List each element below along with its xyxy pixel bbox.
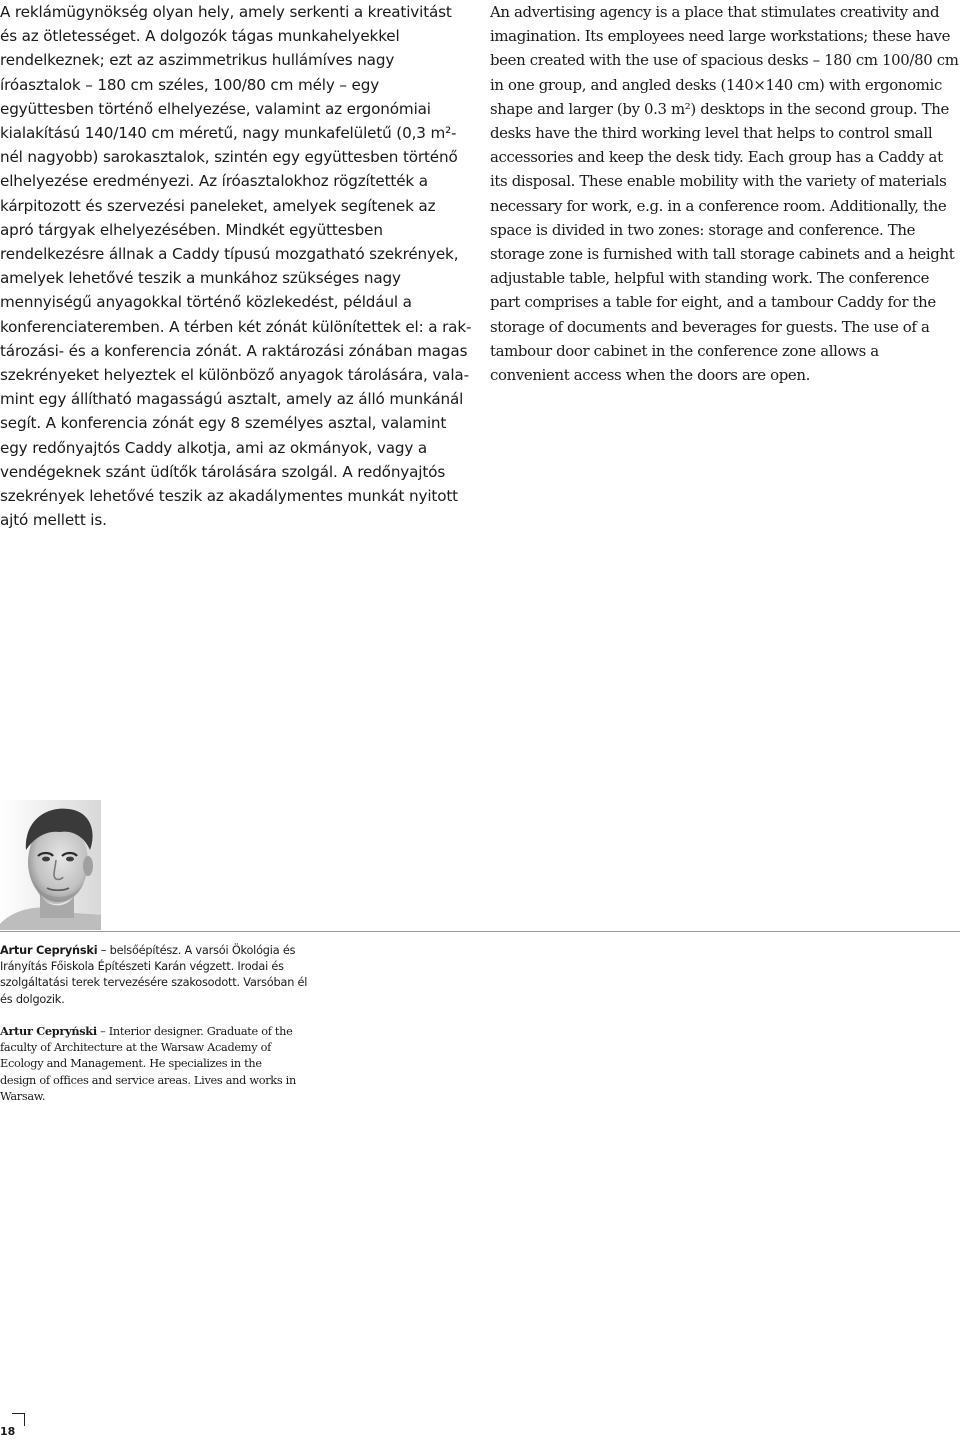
bio-text-english: – Interior designer. Graduate of the faculty of Architecture at the Warsaw Academy of Ecology and Management. He specializes in the design of offices and service areas. Lives and works in Warsaw. [0, 1025, 296, 1103]
designer-portrait-photo [0, 800, 101, 930]
article-paragraph-hungarian: A reklámügynökség olyan hely, amely serkenti a kreativitást és az ötletességet. A dolgozók tágas munkahelyekkel rendelkeznek; ezt az aszimmetrikus hullámíves nagy íróasztalok – 180 cm széles, 100/80 cm mély – egy együttesben történő elhelyezése, valamint az ergonómiai kialakítású 140/140 cm méretű, nagy munkafelületű (0,3 m²-nél nagyobb) sarokasztalok, szintén egy együttesben történő elhelyezése eredményezi. Az íróasztalokhoz rögzítették a kárpitozott és szervezési paneleket, amelyek segítenek az apró tárgyak elhelyezésében. Mindkét együttesben rendelkezésre állnak a Caddy típusú mozgatható szekrények, amelyek lehetővé teszik a munkához szükséges nagy mennyiségű anyagokkal történő közlekedést, például a konferenciateremben. A térben két zónát különítettek el: a raktározási- és a konferencia zónát. A raktározási zónában magas szekrényeket helyeztek el különböző anyagok tárolására, valamint egy állítható magasságú asztalt, amely az álló munkánál segít. A konferencia zónát egy 8 személyes asztal, valamint egy redőnyajtós Caddy alkotja, ami az okmányok, vagy a vendégeknek szánt üdítők tárolására szolgál. A redőnyajtós szekrények lehetővé teszik az akadálymentes munkát nyitott ajtó mellett is. [0, 3, 472, 530]
bio-paragraph-english [0, 1023, 300, 1105]
section-divider [0, 931, 960, 932]
article-text-english [490, 0, 960, 387]
article-paragraph-english: An advertising agency is a place that stimulates creativity and imagination. Its employees need large workstations; these have been created with the use of spacious desks – 180 cm 100/80 cm in one group, and angled desks (140×140 cm) with ergonomic shape and larger (by 0.3 m²) desktops in the second group. The desks have the third working level that helps to control small accessories and keep the desk tidy. Each group has a Caddy at its disposal. These enable mobility with the variety of materials necessary for work, e.g. in a conference room. Additionally, the space is divided in two zones: storage and conference. The storage zone is furnished with tall storage cabinets and a height adjustable table, helpful with standing work. The conference part comprises a table for eight, and a tambour Caddy for the storage of documents and beverages for guests. The use of a tambour door cabinet in the conference zone allows a convenient access when the doors are open. [490, 3, 959, 385]
designer-name: Artur Cepryński [0, 944, 98, 957]
designer-portrait-image [0, 800, 101, 930]
article-text-hungarian [0, 0, 472, 532]
designer-bio-hungarian [0, 943, 310, 1008]
bio-paragraph-hungarian [0, 943, 310, 1008]
bio-text-hungarian: – belsőépítész. A varsói Ökológia és Irányítás Főiskola Építészeti Karán végzett. Irodai és szolgáltatási terek tervezésére szakosodott. Varsóban él és dolgozik. [0, 944, 308, 1006]
designer-name-english: Artur Cepryński [0, 1024, 97, 1038]
designer-bio-english [0, 1023, 300, 1105]
page-number: 18 [0, 1425, 16, 1438]
